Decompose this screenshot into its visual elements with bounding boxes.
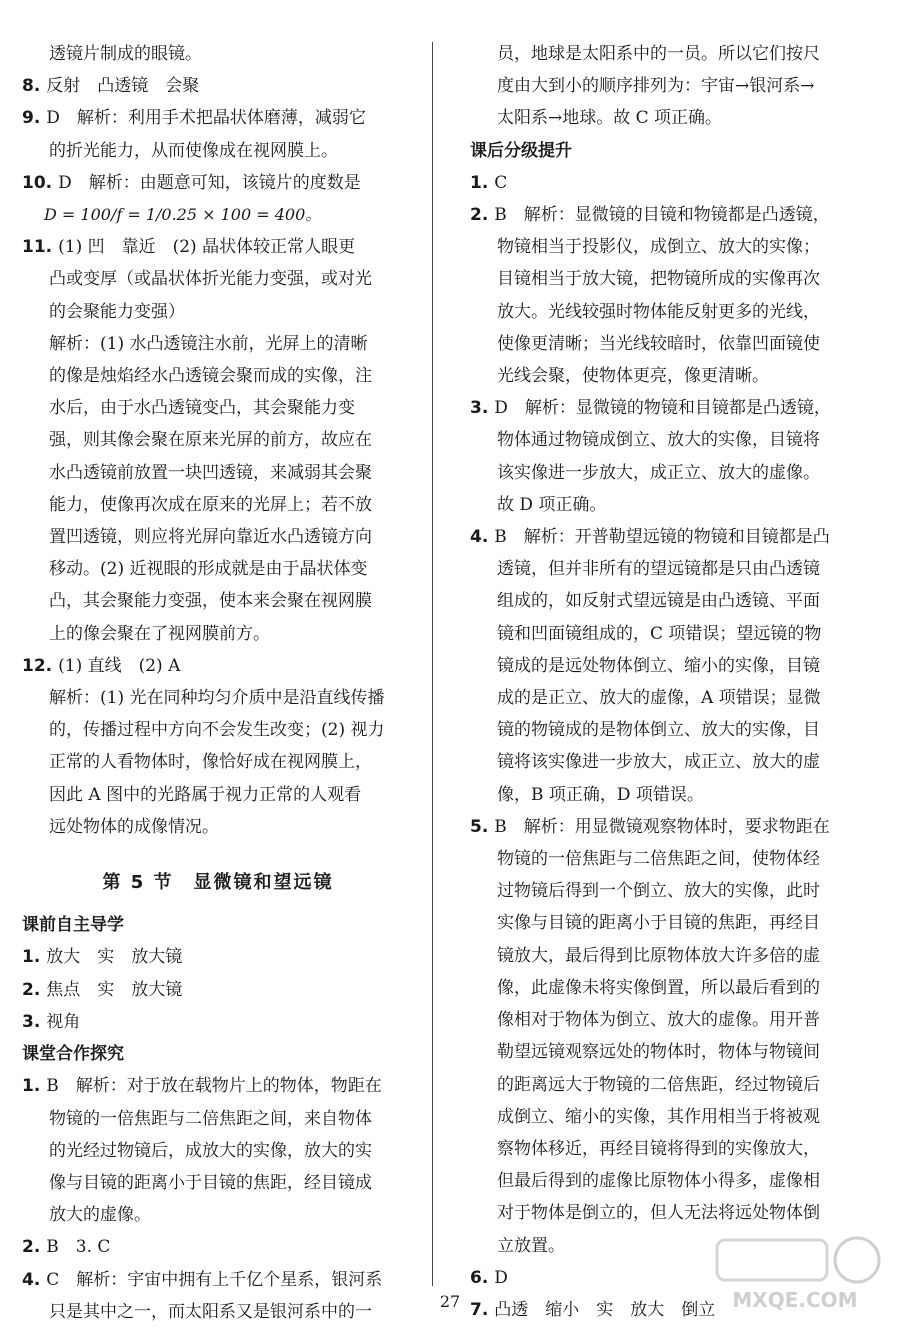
text-line — [22, 811, 414, 843]
text-line — [22, 199, 414, 231]
line-text: D — [494, 1267, 508, 1288]
line-text: D 解析：由题意可知，该镜片的度数是 — [58, 172, 361, 193]
text-line — [22, 135, 414, 167]
text-line — [470, 618, 875, 650]
question-number: 11. — [22, 237, 53, 258]
line-text: 实像与目镜的距离小于目镜的焦距，再经目 — [497, 913, 820, 934]
line-text: 课堂合作探究 — [22, 1044, 124, 1065]
line-text: 但最后得到的虚像比原物体小得多，虚像相 — [497, 1171, 820, 1192]
question-number: 10. — [22, 172, 53, 193]
text-line — [22, 70, 414, 102]
watermark-logo-icon — [707, 1225, 882, 1315]
line-text: 成倒立、缩小的实像，其作用相当于将被观 — [497, 1106, 820, 1127]
text-line — [470, 553, 875, 585]
line-text: 度由大到小的顺序排列为：宇宙→银河系→ — [497, 76, 815, 97]
line-text: 凸透 缩小 实 放大 倒立 — [494, 1299, 716, 1320]
text-line — [22, 167, 414, 199]
question-number: 1. — [470, 172, 489, 193]
question-number: 3. — [22, 1011, 41, 1032]
question-number: 8. — [22, 76, 41, 97]
text-line — [470, 457, 875, 489]
line-text: 能力，使像再次成在原来的光屏上；若不放 — [49, 494, 372, 515]
watermark-text: MXQE.COM — [732, 1288, 858, 1312]
page-number: 27 — [439, 1292, 461, 1311]
line-text: 物体通过物镜成倒立、放大的实像，目镜将 — [497, 430, 820, 451]
question-number: 2. — [470, 205, 489, 226]
question-number: 4. — [22, 1269, 41, 1290]
text-line — [22, 296, 414, 328]
text-line — [22, 263, 414, 295]
text-line — [22, 779, 414, 811]
text-line — [22, 553, 414, 585]
line-text: 镜将该实像进一步放大，成正立、放大的虚 — [497, 752, 820, 773]
line-text: 镜成的是远处物体倒立、缩小的实像，目镜 — [497, 655, 820, 676]
text-line — [470, 843, 875, 875]
text-line — [470, 907, 875, 939]
line-text: B 3. C — [46, 1237, 111, 1258]
question-number: 2. — [22, 1237, 41, 1258]
line-text: 物镜相当于投影仪，成倒立、放大的实像； — [497, 237, 820, 258]
left-column — [22, 38, 414, 1322]
text-line — [470, 1036, 875, 1068]
text-line — [22, 1103, 414, 1135]
line-text: 组成的，如反射式望远镜是由凸透镜、平面 — [497, 591, 820, 612]
line-text: 的折光能力，从而使像成在视网膜上。 — [49, 140, 338, 161]
text-line — [470, 70, 875, 102]
line-text: 该实像进一步放大，成正立、放大的虚像。 — [497, 462, 820, 483]
text-line — [470, 296, 875, 328]
question-number: 12. — [22, 655, 53, 676]
text-line — [22, 1199, 414, 1231]
text-line — [22, 714, 414, 746]
line-text: 只是其中之一，而太阳系又是银河系中的一 — [49, 1301, 372, 1322]
line-text: 反射 凸透镜 会聚 — [46, 76, 200, 97]
line-text: 员，地球是太阳系中的一员。所以它们按尺 — [497, 44, 820, 64]
text-line — [470, 424, 875, 456]
text-line — [22, 457, 414, 489]
text-line — [470, 940, 875, 972]
question-number: 5. — [470, 816, 489, 837]
text-line — [470, 102, 875, 134]
line-text: 透镜片制成的眼镜。 — [49, 44, 202, 64]
line-text: 视角 — [46, 1011, 81, 1032]
line-text: B 解析：用显微镜观察物体时，要求物距在 — [494, 816, 830, 837]
text-line — [22, 618, 414, 650]
line-text: 物镜的一倍焦距与二倍焦距之间，使物体经 — [497, 849, 820, 870]
text-line — [22, 489, 414, 521]
line-text: 像，此虚像未将实像倒置，所以最后看到的 — [497, 977, 820, 998]
line-text: 对于物体是倒立的，但人无法将远处物体倒 — [497, 1203, 820, 1224]
line-text: 镜放大，最后得到比原物体放大许多倍的虚 — [497, 945, 820, 966]
text-line — [22, 1167, 414, 1199]
question-number: 3. — [470, 398, 489, 419]
line-text: B 解析：显微镜的目镜和物镜都是凸透镜， — [494, 205, 830, 226]
text-line — [22, 974, 414, 1006]
text-line — [470, 392, 875, 424]
text-line — [22, 360, 414, 392]
text-line — [22, 424, 414, 456]
line-text: 解析：(1) 水凸透镜注水前，光屏上的清晰 — [49, 333, 368, 354]
text-line — [470, 682, 875, 714]
text-line — [22, 1135, 414, 1167]
text-line — [22, 231, 414, 263]
line-text: 使像更清晰；当光线较暗时，依靠凹面镜使 — [497, 333, 820, 354]
text-line — [22, 328, 414, 360]
question-number: 7. — [470, 1299, 489, 1320]
line-text: 像相对于物体为倒立、放大的虚像。用开普 — [497, 1010, 820, 1031]
text-line — [470, 1133, 875, 1165]
text-line — [470, 972, 875, 1004]
line-text: 光线会聚，使物体更亮，像更清晰。 — [497, 366, 769, 387]
text-line — [470, 167, 875, 199]
line-text: D = 100/f = 1/0.25 × 100 = 400。 — [44, 205, 322, 225]
text-line — [470, 263, 875, 295]
line-text: B 解析：开普勒望远镜的物镜和目镜都是凸 — [494, 527, 830, 548]
line-text: C — [494, 172, 508, 193]
column-divider — [432, 42, 433, 1286]
line-text: 的光经过物镜后，成放大的实像，放大的实 — [49, 1140, 372, 1161]
text-line — [470, 1165, 875, 1197]
line-text: 的会聚能力变强） — [49, 301, 185, 322]
line-text: 放大。光线较强时物体能反射更多的光线， — [497, 301, 820, 322]
text-line — [470, 585, 875, 617]
text-line — [22, 1231, 414, 1263]
line-text: 放大 实 放大镜 — [46, 947, 183, 968]
line-text: 移动。(2) 近视眼的形成就是由于晶状体变 — [49, 559, 368, 580]
text-line — [22, 1006, 414, 1038]
line-text: 物镜的一倍焦距与二倍焦距之间，来自物体 — [49, 1108, 372, 1129]
text-line — [22, 38, 414, 70]
line-text: 像与目镜的距离小于目镜的焦距，经目镜成 — [49, 1172, 372, 1193]
line-text: 目镜相当于放大镜，把物镜所成的实像再次 — [497, 269, 820, 290]
line-text: 课前自主导学 — [22, 915, 124, 936]
line-text: 远处物体的成像情况。 — [49, 816, 219, 837]
line-text: 课后分级提升 — [470, 140, 572, 161]
text-line — [470, 328, 875, 360]
line-text: 故 D 项正确。 — [497, 494, 607, 515]
line-text: 立放置。 — [497, 1235, 565, 1256]
text-line — [470, 1101, 875, 1133]
line-text: 像，B 项正确，D 项错误。 — [497, 784, 704, 805]
text-line — [470, 489, 875, 521]
text-line — [470, 779, 875, 811]
line-text: (1) 直线 (2) A — [58, 655, 181, 676]
line-text: D 解析：显微镜的物镜和目镜都是凸透镜， — [494, 398, 831, 419]
text-line — [470, 135, 875, 167]
line-text: 因此 A 图中的光路属于视力正常的人观看 — [49, 784, 362, 805]
text-line — [22, 392, 414, 424]
line-text: 上的像会聚在了视网膜前方。 — [49, 623, 270, 644]
line-text: 置凹透镜，则应将光屏向靠近水凸透镜方向 — [49, 527, 372, 548]
text-line — [22, 941, 414, 973]
line-text: 凸或变厚（或晶状体折光能力变强，或对光 — [49, 269, 372, 290]
line-text: 过物镜后得到一个倒立、放大的实像，此时 — [497, 881, 820, 902]
text-line — [470, 231, 875, 263]
question-number: 2. — [22, 979, 41, 1000]
text-line — [470, 360, 875, 392]
text-line — [22, 102, 414, 134]
line-text: 镜的物镜成的是物体倒立、放大的实像，目 — [497, 720, 820, 741]
question-number: 1. — [22, 947, 41, 968]
text-line — [470, 714, 875, 746]
line-text: 察物体移近，再经目镜将得到的实像放大， — [497, 1138, 820, 1159]
line-text: (1) 凹 靠近 (2) 晶状体较正常人眼更 — [58, 237, 356, 258]
text-line — [470, 746, 875, 778]
line-text: 勒望远镜观察远处的物体时，物体与物镜间 — [497, 1042, 820, 1063]
line-text: 水后，由于水凸透镜变凸，其会聚能力变 — [49, 398, 355, 419]
line-text: 镜和凹面镜组成的，C 项错误；望远镜的物 — [497, 623, 822, 644]
line-text: 水凸透镜前放置一块凹透镜，来减弱其会聚 — [49, 462, 372, 483]
text-line — [22, 650, 414, 682]
text-line — [470, 1004, 875, 1036]
line-text: C 解析：宇宙中拥有上千亿个星系，银河系 — [46, 1269, 383, 1290]
text-line — [470, 650, 875, 682]
text-line — [22, 1038, 414, 1070]
line-text: 焦点 实 放大镜 — [46, 979, 183, 1000]
line-text: 太阳系→地球。故 C 项正确。 — [497, 108, 723, 129]
question-number: 1. — [22, 1076, 41, 1097]
text-line — [22, 682, 414, 714]
line-text: 的，传播过程中方向不会发生改变；(2) 视力 — [49, 720, 385, 741]
line-text: 的像是烛焰经水凸透镜会聚而成的实像，注 — [49, 366, 372, 387]
text-line — [22, 909, 414, 941]
text-line — [22, 746, 414, 778]
line-text: 凸，其会聚能力变强，使本来会聚在视网膜 — [49, 591, 372, 612]
line-text: 成的是正立、放大的虚像，A 项错误；显微 — [497, 688, 821, 709]
section-title: 第 5 节 显微镜和望远镜 — [102, 872, 334, 894]
question-number: 4. — [470, 527, 489, 548]
question-number: 6. — [470, 1267, 489, 1288]
line-text: 正常的人看物体时，像恰好成在视网膜上， — [49, 752, 372, 773]
text-line — [470, 199, 875, 231]
text-line — [22, 1070, 414, 1102]
text-line — [470, 811, 875, 843]
text-line — [22, 521, 414, 553]
text-line — [470, 875, 875, 907]
line-text: 透镜，但并非所有的望远镜都是只由凸透镜 — [497, 559, 820, 580]
line-text: 强，则其像会聚在原来光屏的前方，故应在 — [49, 430, 372, 451]
text-line — [22, 585, 414, 617]
text-line — [470, 38, 875, 70]
line-text: D 解析：利用手术把晶状体磨薄，减弱它 — [46, 108, 366, 129]
text-line — [470, 1069, 875, 1101]
question-number: 9. — [22, 108, 41, 129]
line-text: 解析：(1) 光在同种均匀介质中是沿直线传播 — [49, 688, 385, 709]
line-text: 的距离远大于物镜的二倍焦距，经过物镜后 — [497, 1074, 820, 1095]
line-text: 放大的虚像。 — [49, 1205, 151, 1226]
text-line — [470, 521, 875, 553]
line-text: B 解析：对于放在载物片上的物体，物距在 — [46, 1076, 382, 1097]
